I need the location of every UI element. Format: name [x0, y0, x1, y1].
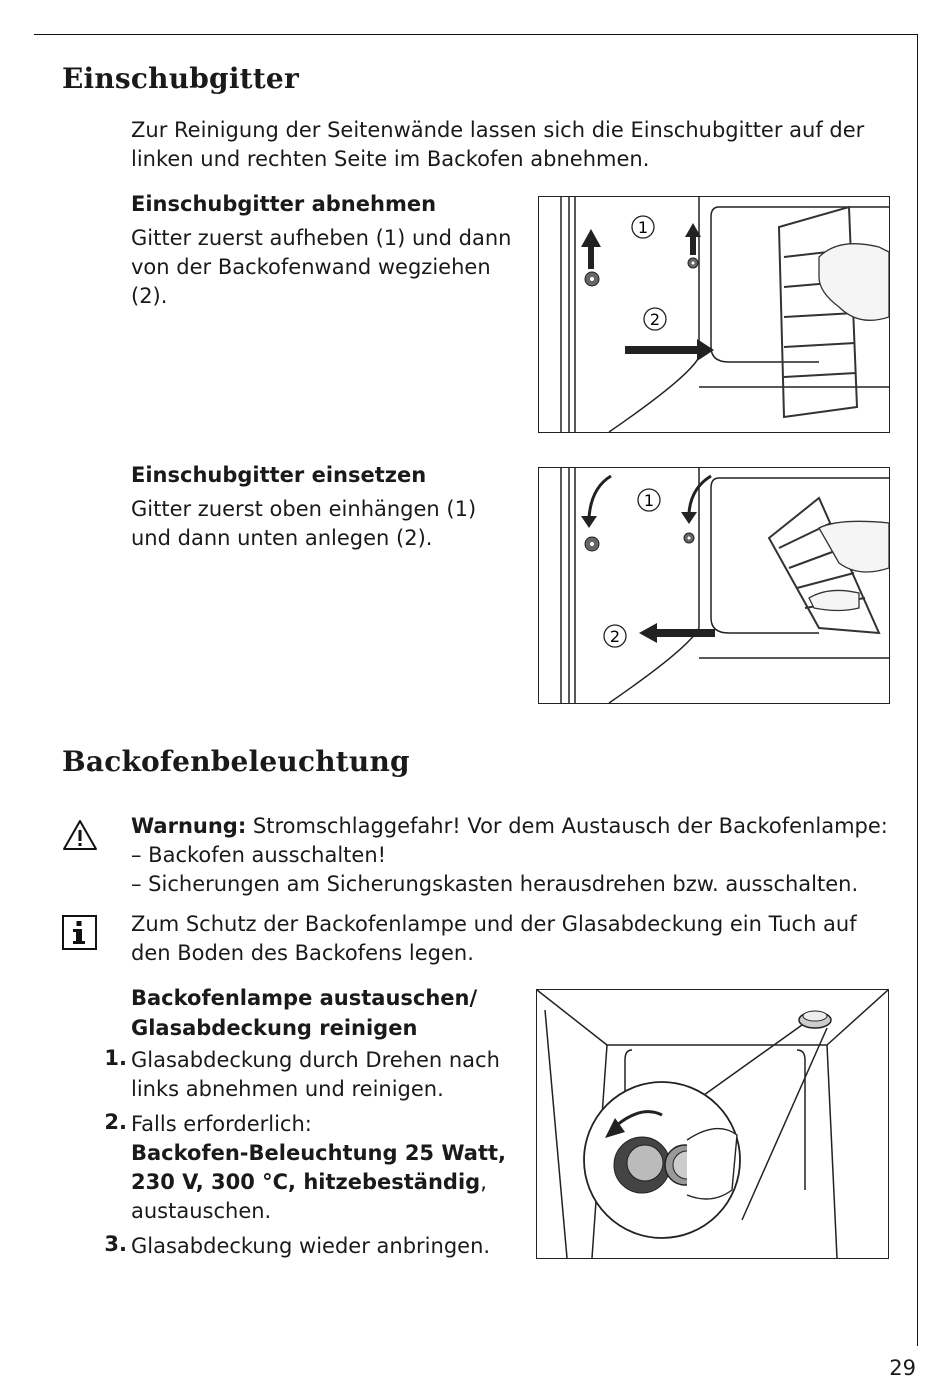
step-1-text — [131, 1046, 500, 1104]
step-line: Glasabdeckung durch Drehen nach — [131, 1048, 500, 1072]
warning-item: – Backofen ausschalten! — [131, 843, 387, 867]
intro-paragraph — [131, 116, 864, 174]
insert-text — [131, 495, 476, 553]
rack-remove-illustration — [539, 197, 889, 432]
step-3-text — [131, 1232, 490, 1261]
lamp-heading-line: Glasabdeckung reinigen — [131, 1016, 418, 1040]
insert-line: und dann unten anlegen (2). — [131, 526, 433, 550]
lamp-heading-line: Backofenlampe austauschen/ — [131, 986, 478, 1010]
warning-triangle-icon — [62, 819, 98, 851]
figure-remove-rack — [538, 196, 890, 433]
warning-line — [131, 812, 888, 841]
info-icon — [62, 915, 97, 950]
comma: , — [480, 1170, 487, 1194]
step-line: Falls erforderlich: — [131, 1112, 312, 1136]
lamp-spec: Backofen-Beleuchtung 25 Watt, — [131, 1141, 506, 1165]
step-line: Glasabdeckung wieder anbringen. — [131, 1234, 491, 1258]
info-block — [131, 910, 857, 968]
remove-text — [131, 224, 511, 311]
step-number: 1. — [104, 1046, 127, 1070]
callout-1: 1 — [643, 491, 655, 510]
right-rule — [917, 34, 918, 1346]
warning-label: Warnung: — [131, 814, 247, 838]
section-title-backofenbeleuchtung: Backofenbeleuchtung — [62, 745, 410, 778]
step-line: links abnehmen und reinigen. — [131, 1077, 444, 1101]
step-line — [131, 1168, 506, 1197]
callout-2: 2 — [609, 627, 621, 646]
figure-oven-lamp — [536, 989, 889, 1259]
remove-heading: Einschubgitter abnehmen — [131, 192, 437, 216]
info-line: den Boden des Backofens legen. — [131, 941, 474, 965]
lamp-illustration — [537, 990, 888, 1258]
section-title-einschubgitter: Einschubgitter — [62, 62, 299, 95]
step-number: 2. — [104, 1110, 127, 1134]
insert-heading: Einschubgitter einsetzen — [131, 463, 427, 487]
insert-line: Gitter zuerst oben einhängen (1) — [131, 497, 477, 521]
lamp-heading — [131, 983, 477, 1043]
remove-line: Gitter zuerst aufheben (1) und dann — [131, 226, 512, 250]
warning-block — [131, 812, 888, 899]
step-line: austauschen. — [131, 1199, 272, 1223]
rack-insert-illustration — [539, 468, 889, 703]
figure-insert-rack — [538, 467, 890, 704]
step-line — [131, 1139, 506, 1168]
warning-item: – Sicherungen am Sicherungskasten herausdrehen bzw. ausschalten. — [131, 872, 859, 896]
info-line: Zum Schutz der Backofenlampe und der Glasabdeckung ein Tuch auf — [131, 912, 857, 936]
callout-2: 2 — [649, 310, 661, 329]
remove-line: (2). — [131, 284, 168, 308]
remove-line: von der Backofenwand wegziehen — [131, 255, 491, 279]
top-rule — [34, 34, 918, 35]
intro-line: linken und rechten Seite im Backofen abnehmen. — [131, 147, 650, 171]
lamp-spec: 230 V, 300 °C, hitzebeständig — [131, 1170, 481, 1194]
step-number: 3. — [104, 1232, 127, 1256]
step-2-text — [131, 1110, 506, 1226]
intro-line: Zur Reinigung der Seitenwände lassen sich die Einschubgitter auf der — [131, 118, 865, 142]
callout-1: 1 — [637, 218, 649, 237]
warning-text: Stromschlaggefahr! Vor dem Austausch der Backofenlampe: — [246, 814, 888, 838]
page-number: 29 — [889, 1356, 916, 1380]
